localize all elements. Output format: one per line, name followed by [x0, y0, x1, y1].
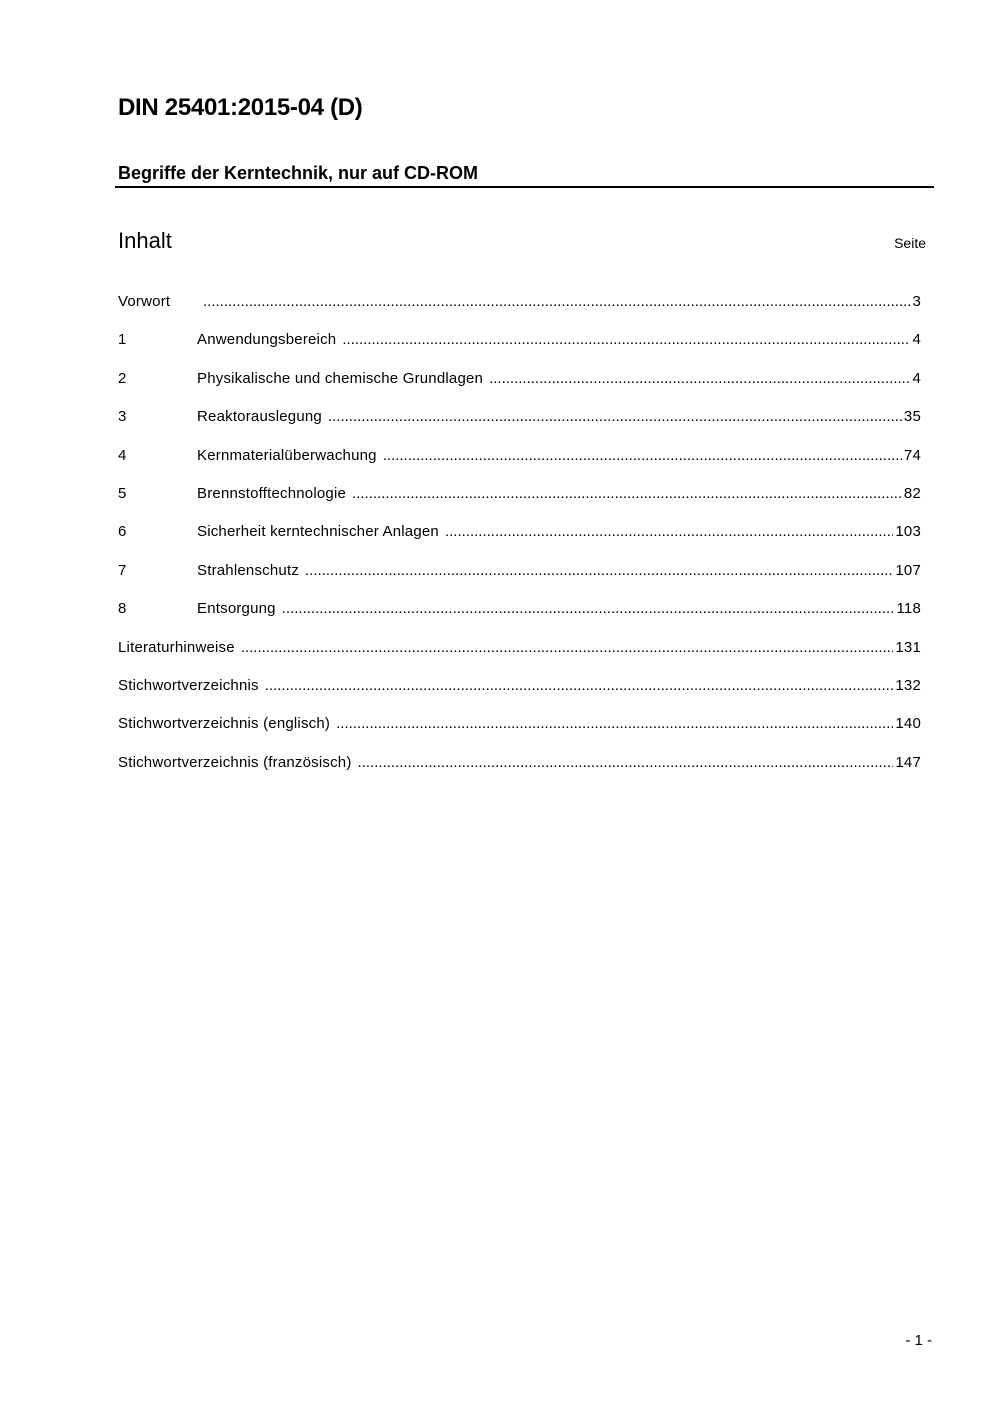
toc-entry-page[interactable]: 74 — [903, 446, 921, 464]
toc-entry-stichwortverzeichnis[interactable] — [118, 674, 921, 712]
toc-entry-number: 2 — [118, 369, 127, 387]
toc-entry-stichwortverzeichnis-franzoesisch[interactable] — [118, 751, 921, 789]
toc-entry-label[interactable]: Strahlenschutz — [197, 561, 300, 579]
toc-leader-dots — [282, 597, 895, 621]
toc-entry-5[interactable] — [118, 482, 921, 520]
toc-entry-page[interactable]: 4 — [912, 331, 921, 349]
toc-leader-dots — [203, 290, 910, 314]
toc-entry-label[interactable]: Literaturhinweise — [118, 638, 235, 656]
toc-leader-dots — [352, 482, 902, 506]
toc-leader-dots — [305, 559, 893, 583]
toc-entry-6[interactable] — [118, 520, 921, 558]
toc-leader-dots — [336, 712, 893, 736]
toc-entry-literaturhinweise[interactable] — [118, 636, 921, 674]
toc-leader-dots — [241, 636, 894, 660]
toc-entry-4[interactable] — [118, 444, 921, 482]
toc-entry-label[interactable]: Anwendungsbereich — [197, 331, 337, 349]
toc-entry-page[interactable]: 107 — [895, 561, 921, 579]
toc-entry-2[interactable] — [118, 367, 921, 405]
toc-entry-label[interactable]: Reaktorauslegung — [197, 408, 322, 426]
toc-heading: Inhalt — [118, 228, 172, 253]
toc-entry-8[interactable] — [118, 597, 921, 635]
document-title: DIN 25401:2015-04 (D) — [118, 94, 363, 121]
toc-leader-dots — [265, 674, 894, 698]
toc-page-column-label: Seite — [894, 235, 926, 251]
toc-entry-page[interactable]: 140 — [895, 715, 921, 733]
toc-entry-1[interactable] — [118, 328, 921, 366]
document-subtitle: Begriffe der Kerntechnik, nur auf CD-ROM — [118, 163, 479, 183]
toc-entry-label[interactable]: Brennstofftechnologie — [197, 484, 347, 502]
toc-entry-stichwortverzeichnis-englisch[interactable] — [118, 712, 921, 750]
toc-leader-dots — [445, 520, 893, 544]
toc-entry-label[interactable]: Stichwortverzeichnis (englisch) — [118, 715, 331, 733]
toc-entry-label[interactable]: Kernmaterialüberwachung — [197, 446, 377, 464]
subtitle-underline — [115, 186, 934, 188]
toc-entry-number: 6 — [118, 523, 127, 541]
toc-entry-label[interactable]: Physikalische und chemische Grundlagen — [197, 369, 484, 387]
toc-entry-label[interactable]: Sicherheit kerntechnischer Anlagen — [197, 523, 439, 541]
toc-entry-page[interactable]: 4 — [912, 369, 921, 387]
toc-entry-page[interactable]: 147 — [895, 753, 921, 771]
toc-entry-page[interactable]: 35 — [903, 408, 921, 426]
toc-entry-page[interactable]: 131 — [895, 638, 921, 656]
toc-entry-number: 3 — [118, 408, 127, 426]
toc-leader-dots — [489, 367, 910, 391]
toc-leader-dots — [342, 328, 910, 352]
toc-entry-3[interactable] — [118, 405, 921, 443]
toc-entry-number: 5 — [118, 484, 127, 502]
toc-entry-label[interactable]: Vorwort — [118, 293, 171, 310]
toc-entry-page[interactable]: 3 — [912, 293, 921, 310]
page-number: - 1 - — [905, 1332, 932, 1349]
toc-entry-vorwort[interactable] — [118, 290, 921, 328]
toc-entry-page[interactable]: 82 — [903, 484, 921, 502]
toc-leader-dots — [383, 444, 902, 468]
toc-entry-number: 8 — [118, 600, 127, 618]
toc-entry-label[interactable]: Stichwortverzeichnis (französisch) — [118, 753, 352, 771]
toc-entry-page[interactable]: 132 — [895, 676, 921, 694]
toc-entry-page[interactable]: 118 — [896, 600, 921, 618]
toc-entry-label[interactable]: Stichwortverzeichnis — [118, 676, 259, 694]
toc-leader-dots — [358, 751, 894, 775]
toc-entry-7[interactable] — [118, 559, 921, 597]
toc-entry-number: 7 — [118, 561, 127, 579]
toc-entry-label[interactable]: Entsorgung — [197, 600, 276, 618]
toc-leader-dots — [328, 405, 902, 429]
toc-entry-number: 1 — [118, 331, 127, 349]
toc-entry-number: 4 — [118, 446, 127, 464]
toc-entry-page[interactable]: 103 — [895, 523, 921, 541]
table-of-contents — [118, 290, 921, 789]
